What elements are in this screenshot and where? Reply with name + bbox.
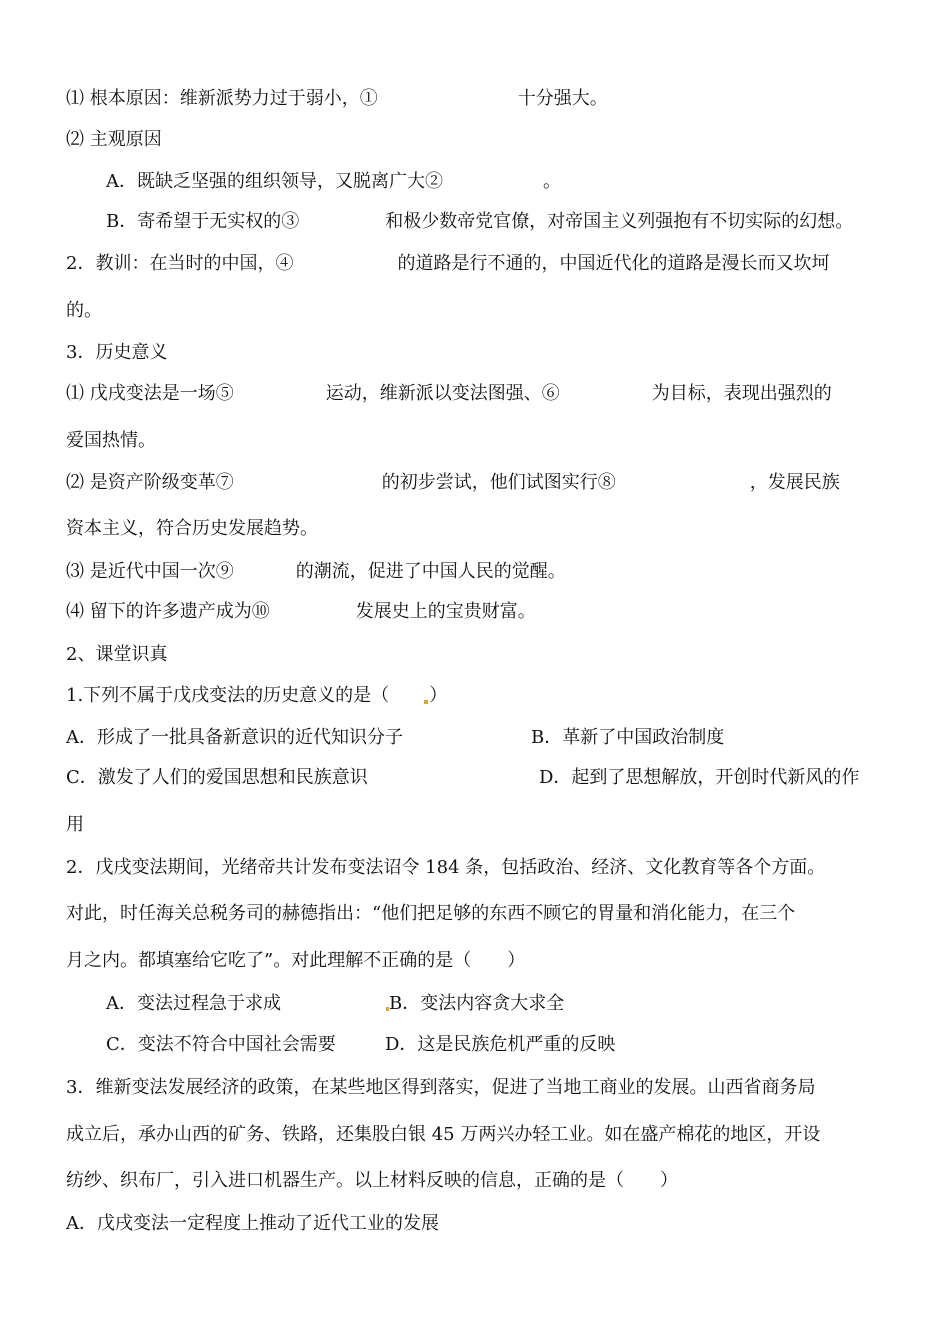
q3-option-a: A．戊戌变法一定程度上推动了近代工业的发展 bbox=[66, 1213, 439, 1234]
item-2-mid: 的初步尝试，他们试图实行⑧ bbox=[381, 472, 616, 493]
significance-item-2 bbox=[66, 472, 840, 494]
question-3-line-2: 成立后，承办山西的矿务、铁路，还集股白银 45 万两兴办轻工业。如在盛产棉花的地区，开设 bbox=[66, 1124, 821, 1145]
q1-stem-end: ） bbox=[429, 685, 448, 706]
subjective-option-b bbox=[106, 211, 853, 233]
marker-dot bbox=[424, 700, 428, 704]
subjective-cause-heading: ⑵ 主观原因 bbox=[66, 129, 162, 150]
lesson-text-end: 的道路是行不通的，中国近代化的道路是漫长而又坎坷 bbox=[397, 253, 830, 274]
item-1-text: ⑴ 戊戌变法是一场⑤ bbox=[66, 383, 234, 404]
item-4-text: ⑷ 留下的许多遗产成为⑩ bbox=[66, 601, 270, 622]
option-b-text: B．寄希望于无实权的③ bbox=[106, 211, 300, 232]
q2-option-a: A．变法过程急于求成 bbox=[106, 993, 281, 1014]
q1-option-d-cont: 用 bbox=[66, 814, 84, 835]
item-2-end: ，发展民族 bbox=[749, 472, 840, 493]
lesson-line bbox=[66, 253, 829, 275]
q2-option-b: B．变法内容贪大求全 bbox=[389, 993, 565, 1014]
root-cause-text: ⑴ 根本原因：维新派势力过于弱小，① bbox=[66, 88, 378, 109]
subjective-option-a bbox=[106, 171, 561, 193]
item-3-end: 的潮流，促进了中国人民的觉醒。 bbox=[295, 561, 566, 582]
q1-option-d: D．起到了思想解放，开创时代新风的作 bbox=[539, 767, 860, 788]
q2-option-c: C．变法不符合中国社会需要 bbox=[106, 1034, 336, 1055]
lesson-line-cont: 的。 bbox=[66, 300, 102, 321]
significance-heading: 3．历史意义 bbox=[66, 342, 168, 363]
significance-item-3 bbox=[66, 561, 566, 583]
item-2-text: ⑵ 是资产阶级变革⑦ bbox=[66, 472, 234, 493]
root-cause-text-end: 十分强大。 bbox=[517, 88, 608, 109]
significance-item-1 bbox=[66, 383, 832, 405]
q1-stem-text: 1.下列不属于戊戌变法的历史意义的是（ bbox=[66, 685, 390, 706]
question-3-line-3: 纺纱、织布厂，引入进口机器生产。以上材料反映的信息，正确的是（ ） bbox=[66, 1170, 678, 1191]
significance-item-2-cont: 资本主义，符合历史发展趋势。 bbox=[66, 518, 318, 539]
q1-option-c: C．激发了人们的爱国思想和民族意识 bbox=[66, 767, 368, 788]
q2-option-d: D．这是民族危机严重的反映 bbox=[385, 1034, 616, 1055]
question-2-line-3: 月之内。都填塞给它吃了”。对此理解不正确的是（ ） bbox=[66, 950, 526, 971]
q1-option-b: B．革新了中国政治制度 bbox=[531, 727, 725, 748]
option-a-text: A．既缺乏坚强的组织领导，又脱离广大② bbox=[106, 171, 443, 192]
option-a-end: 。 bbox=[543, 171, 561, 192]
significance-item-4 bbox=[66, 601, 536, 623]
root-cause-line bbox=[66, 88, 608, 110]
question-3-line-1: 3．维新变法发展经济的政策，在某些地区得到落实，促进了当地工商业的发展。山西省商务局 bbox=[66, 1077, 816, 1098]
item-3-text: ⑶ 是近代中国一次⑨ bbox=[66, 561, 234, 582]
significance-item-1-cont: 爱国热情。 bbox=[66, 430, 156, 451]
option-b-end: 和极少数帝党官僚，对帝国主义列强抱有不切实际的幻想。 bbox=[385, 211, 854, 232]
item-1-end: 为目标，表现出强烈的 bbox=[651, 383, 832, 404]
classroom-heading: 2、课堂识真 bbox=[66, 644, 168, 665]
lesson-text: 2．教训：在当时的中国，④ bbox=[66, 253, 294, 274]
item-1-mid: 运动，维新派以变法图强、⑥ bbox=[325, 383, 560, 404]
question-2-line-2: 对此，时任海关总税务司的赫德指出：“他们把足够的东西不顾它的胃量和消化能力，在三个 bbox=[66, 903, 796, 924]
q1-option-a: A．形成了一批具备新意识的近代知识分子 bbox=[66, 727, 403, 748]
question-1-stem bbox=[66, 685, 447, 707]
question-2-line-1: 2．戊戌变法期间，光绪帝共计发布变法诏令 184 条，包括政治、经济、文化教育等各个方面。 bbox=[66, 857, 826, 878]
item-4-end: 发展史上的宝贵财富。 bbox=[355, 601, 536, 622]
